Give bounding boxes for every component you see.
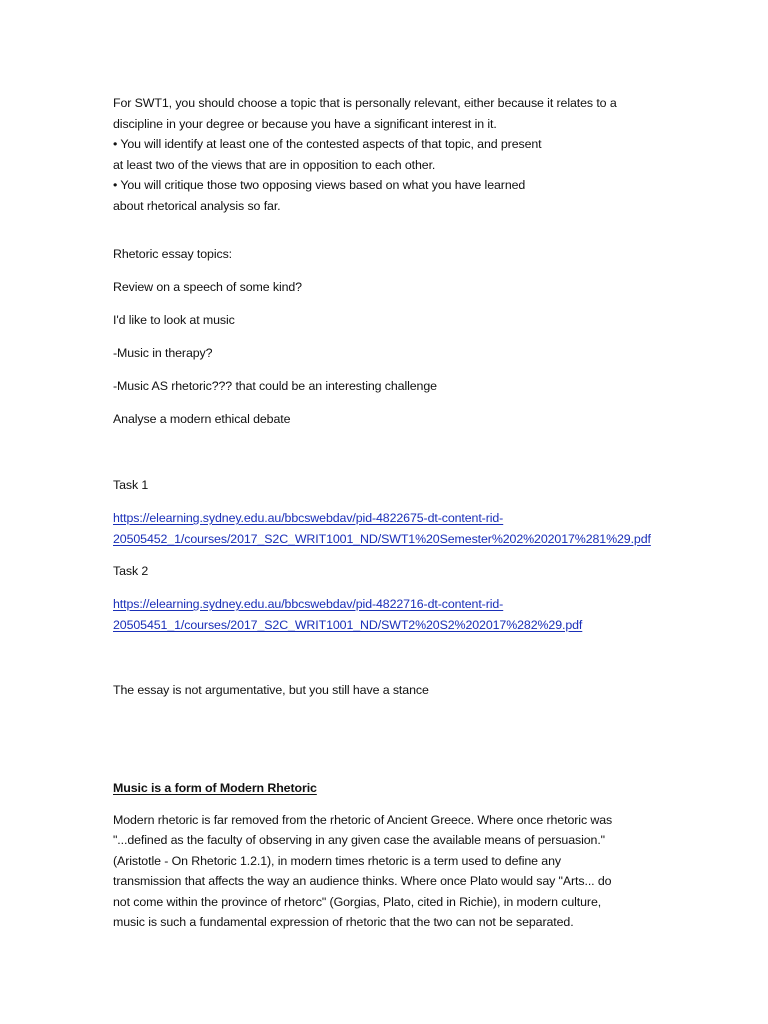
topic-item: Analyse a modern ethical debate xyxy=(113,412,291,426)
task1-link-line[interactable]: https://elearning.sydney.edu.au/bbcswebdav/pid-4822675-dt-content-rid- xyxy=(113,511,504,525)
intro-line: at least two of the views that are in opposition to each other. xyxy=(113,157,436,172)
paragraph-line: Modern rhetoric is far removed from the rhetoric of Ancient Greece. Where once rhetoric was xyxy=(113,813,613,827)
paragraph-line: not come within the province of rhetorc" (Gorgias, Plato, cited in Richie), in modern culture, xyxy=(113,894,602,909)
intro-line: about rhetorical analysis so far. xyxy=(113,198,281,213)
paragraph-line: music is such a fundamental expression of rhetoric that the two can not be separated. xyxy=(113,914,574,929)
section-heading-wrap xyxy=(113,778,673,799)
task1-link[interactable] xyxy=(113,508,673,549)
topic-item: -Music in therapy? xyxy=(113,346,213,360)
intro-line: For SWT1, you should choose a topic that is personally relevant, either because it relates to a xyxy=(113,96,617,110)
intro-line: • You will identify at least one of the contested aspects of that topic, and present xyxy=(113,137,542,151)
topic-item: -Music AS rhetoric??? that could be an interesting challenge xyxy=(113,379,437,393)
intro-line: • You will critique those two opposing views based on what you have learned xyxy=(113,178,526,192)
topic-item: I'd like to look at music xyxy=(113,313,235,327)
section-paragraph xyxy=(113,810,673,932)
section-heading: Music is a form of Modern Rhetoric xyxy=(113,781,317,795)
task2-link-line[interactable]: 20505451_1/courses/2017_S2C_WRIT1001_ND/SWT2%20S2%202017%282%29.pdf xyxy=(113,617,583,632)
intro-paragraph xyxy=(113,93,673,216)
paragraph-line: transmission that affects the way an audience thinks. Where once Plato would say "Arts... do xyxy=(113,874,612,889)
intro-line: discipline in your degree or because you have a significant interest in it. xyxy=(113,116,497,131)
topics-heading: Rhetoric essay topics: xyxy=(113,247,233,261)
task2-link[interactable] xyxy=(113,594,673,635)
task1-link-line[interactable]: 20505452_1/courses/2017_S2C_WRIT1001_ND/SWT1%20Semester%202%202017%281%29.pdf xyxy=(113,531,651,546)
task2-link-line[interactable]: https://elearning.sydney.edu.au/bbcswebdav/pid-4822716-dt-content-rid- xyxy=(113,597,504,611)
paragraph-line: (Aristotle - On Rhetoric 1.2.1), in modern times rhetoric is a term used to define any xyxy=(113,853,561,868)
task1-label: Task 1 xyxy=(113,478,149,492)
paragraph-line: "...defined as the faculty of observing in any given case the available means of persuasion." xyxy=(113,833,605,848)
topic-item: Review on a speech of some kind? xyxy=(113,280,302,294)
task2-label: Task 2 xyxy=(113,564,149,578)
stance-note: The essay is not argumentative, but you still have a stance xyxy=(113,683,429,697)
